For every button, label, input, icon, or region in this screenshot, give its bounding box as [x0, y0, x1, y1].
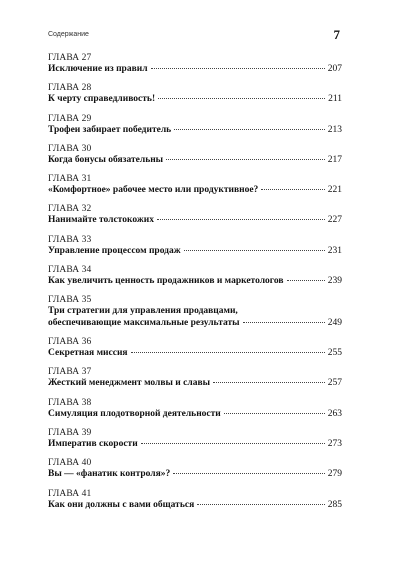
chapter-page-number: 273 — [327, 439, 342, 450]
chapter-label: ГЛАВА 40 — [48, 458, 92, 469]
toc-entry[interactable] — [48, 83, 342, 106]
dot-leader — [243, 322, 325, 323]
toc-entry[interactable] — [48, 458, 342, 481]
dot-leader — [287, 280, 325, 281]
chapter-label: ГЛАВА 35 — [48, 295, 92, 306]
dot-leader — [131, 352, 325, 353]
toc-row — [48, 185, 342, 197]
toc-row — [48, 409, 342, 421]
toc-entry[interactable] — [48, 428, 342, 451]
dot-leader — [213, 382, 325, 383]
running-head: Содержание — [48, 31, 89, 38]
chapter-title: Секретная миссия — [48, 348, 128, 359]
table-of-contents — [48, 53, 342, 519]
toc-row — [48, 246, 342, 258]
chapter-title: Жесткий менеджмент молвы и славы — [48, 378, 210, 389]
dot-leader — [224, 413, 325, 414]
chapter-page-number: 255 — [327, 348, 342, 359]
chapter-page-number: 239 — [327, 276, 342, 287]
chapter-title: Исключение из правил — [48, 64, 148, 74]
dot-leader — [261, 189, 324, 190]
chapter-title: Вы — «фанатик контроля»? — [48, 469, 171, 480]
chapter-label: ГЛАВА 33 — [48, 234, 92, 245]
chapter-page-number: 227 — [327, 215, 342, 226]
dot-leader — [197, 504, 325, 505]
toc-entry[interactable] — [48, 489, 342, 512]
chapter-label: ГЛАВА 37 — [48, 367, 92, 378]
chapter-label: ГЛАВА 30 — [48, 143, 92, 154]
chapter-title: Нанимайте толстокожих — [48, 215, 154, 226]
toc-row — [48, 94, 342, 106]
chapter-title: Трофеи забирает победитель — [48, 124, 172, 135]
chapter-page-number: 249 — [327, 317, 342, 328]
dot-leader — [166, 159, 325, 160]
chapter-label: ГЛАВА 31 — [48, 174, 92, 185]
chapter-title: Симуляция плодотворной деятельности — [48, 408, 221, 419]
toc-row — [48, 318, 342, 330]
chapter-title: К черту справедливость! — [48, 94, 156, 105]
toc-row — [48, 125, 342, 137]
toc-entry[interactable] — [48, 53, 342, 76]
toc-entry[interactable] — [48, 174, 342, 197]
toc-row — [48, 64, 342, 76]
toc-entry[interactable] — [48, 295, 342, 329]
chapter-label: ГЛАВА 41 — [48, 488, 92, 499]
chapter-title: Императив скорости — [48, 439, 138, 450]
chapter-page-number: 257 — [327, 378, 342, 389]
chapter-title: «Комфортное» рабочее место или продуктивное? — [48, 185, 259, 196]
chapter-label: ГЛАВА 27 — [48, 53, 92, 63]
chapter-label: ГЛАВА 34 — [48, 265, 92, 276]
toc-entry[interactable] — [48, 398, 342, 421]
toc-entry[interactable] — [48, 235, 342, 258]
chapter-label: ГЛАВА 39 — [48, 428, 92, 439]
dot-leader — [157, 219, 325, 220]
chapter-title: Как увеличить ценность продажников и маркетологов — [48, 276, 284, 287]
dot-leader — [184, 250, 325, 251]
toc-row — [48, 500, 342, 512]
toc-row — [48, 215, 342, 227]
chapter-page-number: 217 — [327, 154, 342, 165]
chapter-page-number: 207 — [327, 64, 342, 74]
chapter-page-number: 279 — [327, 469, 342, 480]
chapter-page-number: 213 — [327, 124, 342, 135]
chapter-page-number: 211 — [328, 94, 342, 105]
chapter-title-line: Три стратегии для управления продавцами, — [48, 306, 238, 317]
chapter-label: ГЛАВА 38 — [48, 397, 92, 408]
toc-entry[interactable] — [48, 265, 342, 288]
dot-leader — [141, 443, 325, 444]
toc-entry[interactable] — [48, 337, 342, 360]
chapter-page-number: 221 — [327, 185, 342, 196]
toc-row — [48, 276, 342, 288]
toc-entry[interactable] — [48, 114, 342, 137]
chapter-title: Как они должны с вами общаться — [48, 499, 195, 510]
page-number: 7 — [333, 27, 340, 42]
dot-leader — [151, 68, 325, 69]
toc-row — [48, 348, 342, 360]
toc-row — [48, 439, 342, 451]
chapter-title: обеспечивающие максимальные результаты — [48, 317, 240, 328]
chapter-label: ГЛАВА 28 — [48, 83, 92, 94]
chapter-label: ГЛАВА 36 — [48, 337, 92, 348]
chapter-page-number: 263 — [327, 408, 342, 419]
chapter-page-number: 231 — [327, 245, 342, 256]
toc-row — [48, 469, 342, 481]
toc-row — [48, 378, 342, 390]
toc-entry[interactable] — [48, 144, 342, 167]
toc-entry[interactable] — [48, 367, 342, 390]
dot-leader — [158, 98, 325, 99]
chapter-label: ГЛАВА 32 — [48, 204, 92, 215]
chapter-label: ГЛАВА 29 — [48, 113, 92, 124]
chapter-title: Управление процессом продаж — [48, 245, 181, 256]
chapter-title: Когда бонусы обязательны — [48, 154, 164, 165]
toc-entry[interactable] — [48, 204, 342, 227]
chapter-page-number: 285 — [327, 499, 342, 510]
dot-leader — [173, 473, 324, 474]
dot-leader — [174, 129, 325, 130]
toc-row — [48, 155, 342, 167]
